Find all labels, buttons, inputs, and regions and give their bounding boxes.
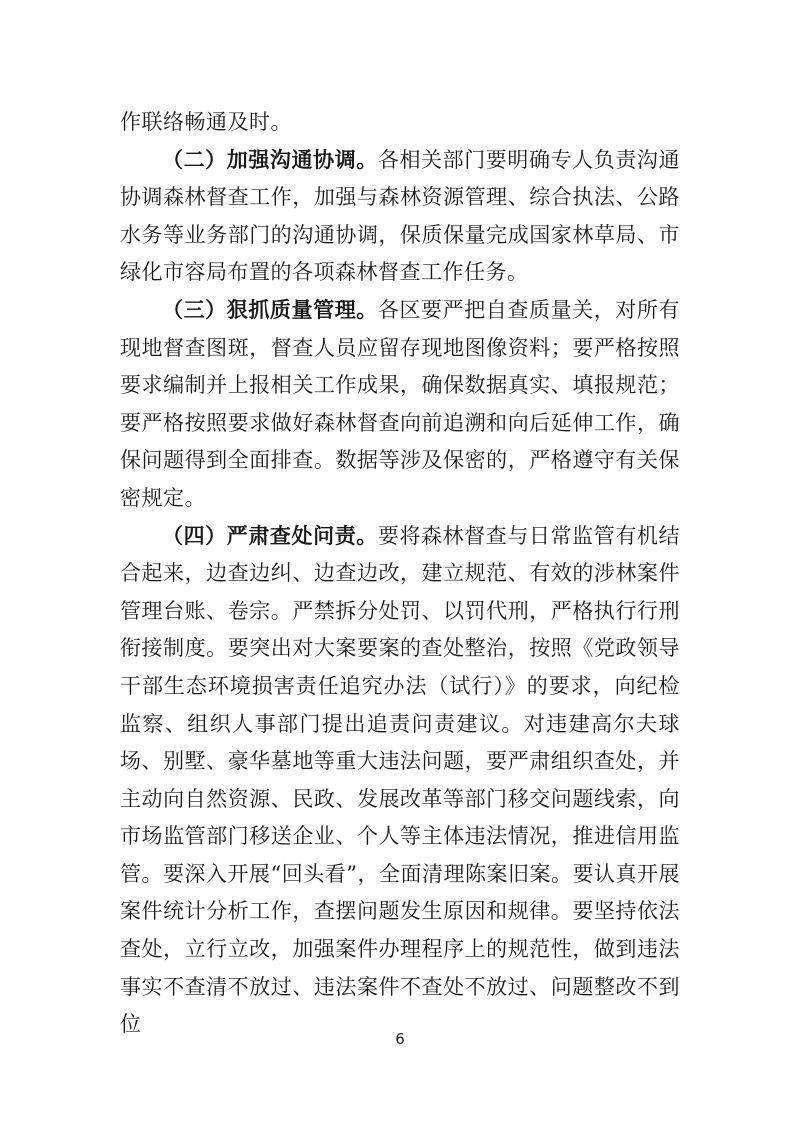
paragraph-heading: （四）严肃查处问责。 <box>162 523 378 548</box>
paragraph-heading: （三）狠抓质量管理。 <box>162 297 378 322</box>
document-body <box>120 104 680 1044</box>
paragraph-continuation <box>120 104 680 142</box>
paragraph-text: 要将森林督查与日常监管有机结合起来，边查边纠、边查边改，建立规范、有效的涉林案件管理台账、卷宗。严禁拆分处罚、以罚代刑，严格执行行刑衔接制度。要突出对大案要案的查处整治，按照《党政领导干部生态环境损害责任追究办法（试行）》的要求，向纪检监察、组织人事部门提出追责问责建议。对违建高尔夫球场、别墅、豪华墓地等重大违法问题，要严肃组织查处，并主动向自然资源、民政、发展改革等部门移交问题线索，向市场监管部门移送企业、个人等主体违法情况，推进信用监管。要深入开展“回头看”，全面清理陈案旧案。要认真开展案件统计分析工作，查摆问题发生原因和规律。要坚持依法查处，立行立改，加强案件办理程序上的规范性，做到违法事实不查清不放过、违法案件不查处不放过、问题整改不到位 <box>120 523 681 1037</box>
paragraph-text: 各区要严把自查质量关，对所有现地督查图斑，督查人员应留存现地图像资料；要严格按照要求编制并上报相关工作成果，确保数据真实、填报规范；要严格按照要求做好森林督查向前追溯和向后延伸工作，确保问题得到全面排查。数据等涉及保密的，严格遵守有关保密规定。 <box>120 297 681 510</box>
paragraph-text: 各相关部门要明确专人负责沟通协调森林督查工作，加强与森林资源管理、综合执法、公路水务等业务部门的沟通协调，保质保量完成国家林草局、市绿化市容局布置的各项森林督查工作任务。 <box>120 147 681 285</box>
paragraph-heading: （二）加强沟通协调。 <box>162 147 378 172</box>
paragraph-text: 作联络畅通及时。 <box>120 110 292 134</box>
page-number: 6 <box>395 1030 405 1048</box>
paragraph-strengthen-communication <box>120 142 680 292</box>
paragraph-quality-management <box>120 292 680 518</box>
paragraph-accountability <box>120 518 680 1044</box>
